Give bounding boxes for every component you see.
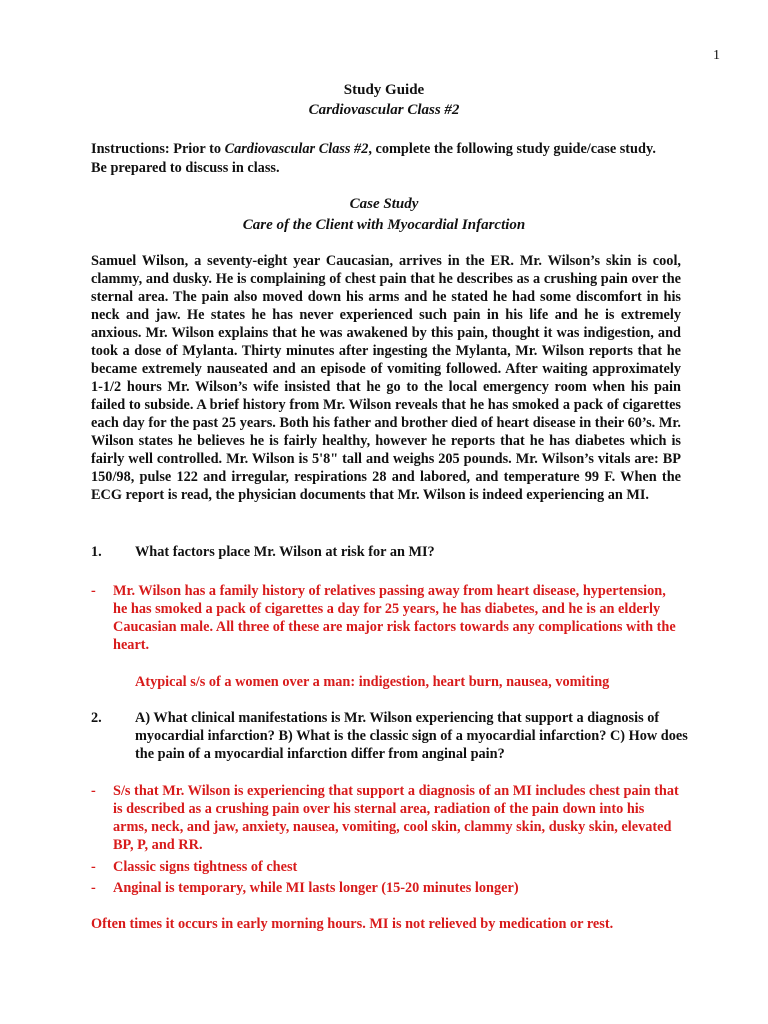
case-study-subheading: Care of the Client with Myocardial Infarction bbox=[242, 217, 526, 233]
case-study-heading: Case Study bbox=[349, 196, 419, 212]
answer-text: Mr. Wilson has a family history of relatives passing away from heart disease, hypertension, he has smoked a pack of cigarettes a day for 25 years, he has diabetes, and he is an elderly Caucasian male. All three of these are major risk factors towards any complications with the heart. bbox=[113, 583, 676, 653]
answer-1-note: Atypical s/s of a women over a man: indigestion, heart burn, nausea, vomiting bbox=[135, 674, 610, 690]
answer-2-item-3 bbox=[91, 879, 681, 897]
page-title: Study Guide bbox=[343, 82, 425, 98]
page-number: 1 bbox=[713, 48, 720, 63]
answer-dash: - bbox=[91, 880, 96, 896]
title-block bbox=[0, 80, 768, 120]
case-study-text: Samuel Wilson, a seventy-eight year Caucasian, arrives in the ER. Mr. Wilson’s skin is cool, clammy, and dusky. He is complaining of chest pain that he describes as a crushing pain over the sternal area. The pain also moved down his arms and he stated he had some discomfort in his neck and jaw. He states he has never experienced such pain in his life and he is extremely anxious. Mr. Wilson explains that he was awakened by this pain, thought it was indigestion, and took a dose of Mylanta. Thirty minutes after ingesting the Mylanta, Mr. Wilson reports that he became extremely nauseated and an episode of vomiting followed. After waiting approximately 1-1/2 hours Mr. Wilson’s wife insisted that he go to the local emergency room when his pain failed to subside. A brief history from Mr. Wilson reveals that he has smoked a pack of cigarettes each day for the past 25 years. Both his father and brother died of heart disease in their 60’s. Mr. Wilson states he believes he is fairly healthy, however he reports that he has diabetes which is fairly well controlled. Mr. Wilson is 5'8" tall and weighs 205 pounds. Mr. Wilson’s vitals are: BP 150/98, pulse 122 and irregular, respirations 28 and labored, and temperature 99 F. When the ECG report is read, the physician documents that Mr. Wilson is indeed experiencing an MI. bbox=[91, 253, 681, 503]
instructions-class-name: Cardiovascular Class #2 bbox=[224, 141, 369, 157]
instructions-post: , complete the following study guide/case study. Be prepared to discuss in class. bbox=[91, 141, 656, 176]
case-study-heading-block bbox=[0, 194, 768, 236]
question-1 bbox=[91, 543, 691, 561]
question-number: 1. bbox=[91, 544, 102, 560]
answer-dash: - bbox=[91, 583, 96, 599]
answer-2-item-2 bbox=[91, 858, 681, 876]
question-number: 2. bbox=[91, 710, 102, 726]
answer-text: Anginal is temporary, while MI lasts longer (15-20 minutes longer) bbox=[113, 880, 519, 896]
instructions-pre: Prior to bbox=[169, 141, 225, 157]
answer-dash: - bbox=[91, 783, 96, 799]
page-subtitle: Cardiovascular Class #2 bbox=[308, 102, 460, 118]
answer-text: S/s that Mr. Wilson is experiencing that support a diagnosis of an MI includes chest pain that is described as a crushing pain over his sternal area, radiation of the pain down into his arms, neck, and jaw, anxiety, nausea, vomiting, cool skin, clammy skin, dusky skin, elevated BP, P, and RR. bbox=[113, 783, 679, 853]
instructions bbox=[91, 140, 671, 178]
answer-2-item-1 bbox=[91, 782, 681, 854]
answer-dash: - bbox=[91, 859, 96, 875]
question-text: What factors place Mr. Wilson at risk for an MI? bbox=[135, 544, 435, 560]
question-text: A) What clinical manifestations is Mr. Wilson experiencing that support a diagnosis of myocardial infarction? B) What is the classic sign of a myocardial infarction? C) How does the pain of a myocardial infarction differ from anginal pain? bbox=[135, 710, 688, 762]
instructions-label: Instructions: bbox=[91, 141, 170, 157]
question-2 bbox=[91, 709, 691, 763]
answer-2-note: Often times it occurs in early morning hours. MI is not relieved by medication or rest. bbox=[91, 916, 614, 932]
answer-text: Classic signs tightness of chest bbox=[113, 859, 298, 875]
answer-1-item bbox=[91, 582, 681, 654]
